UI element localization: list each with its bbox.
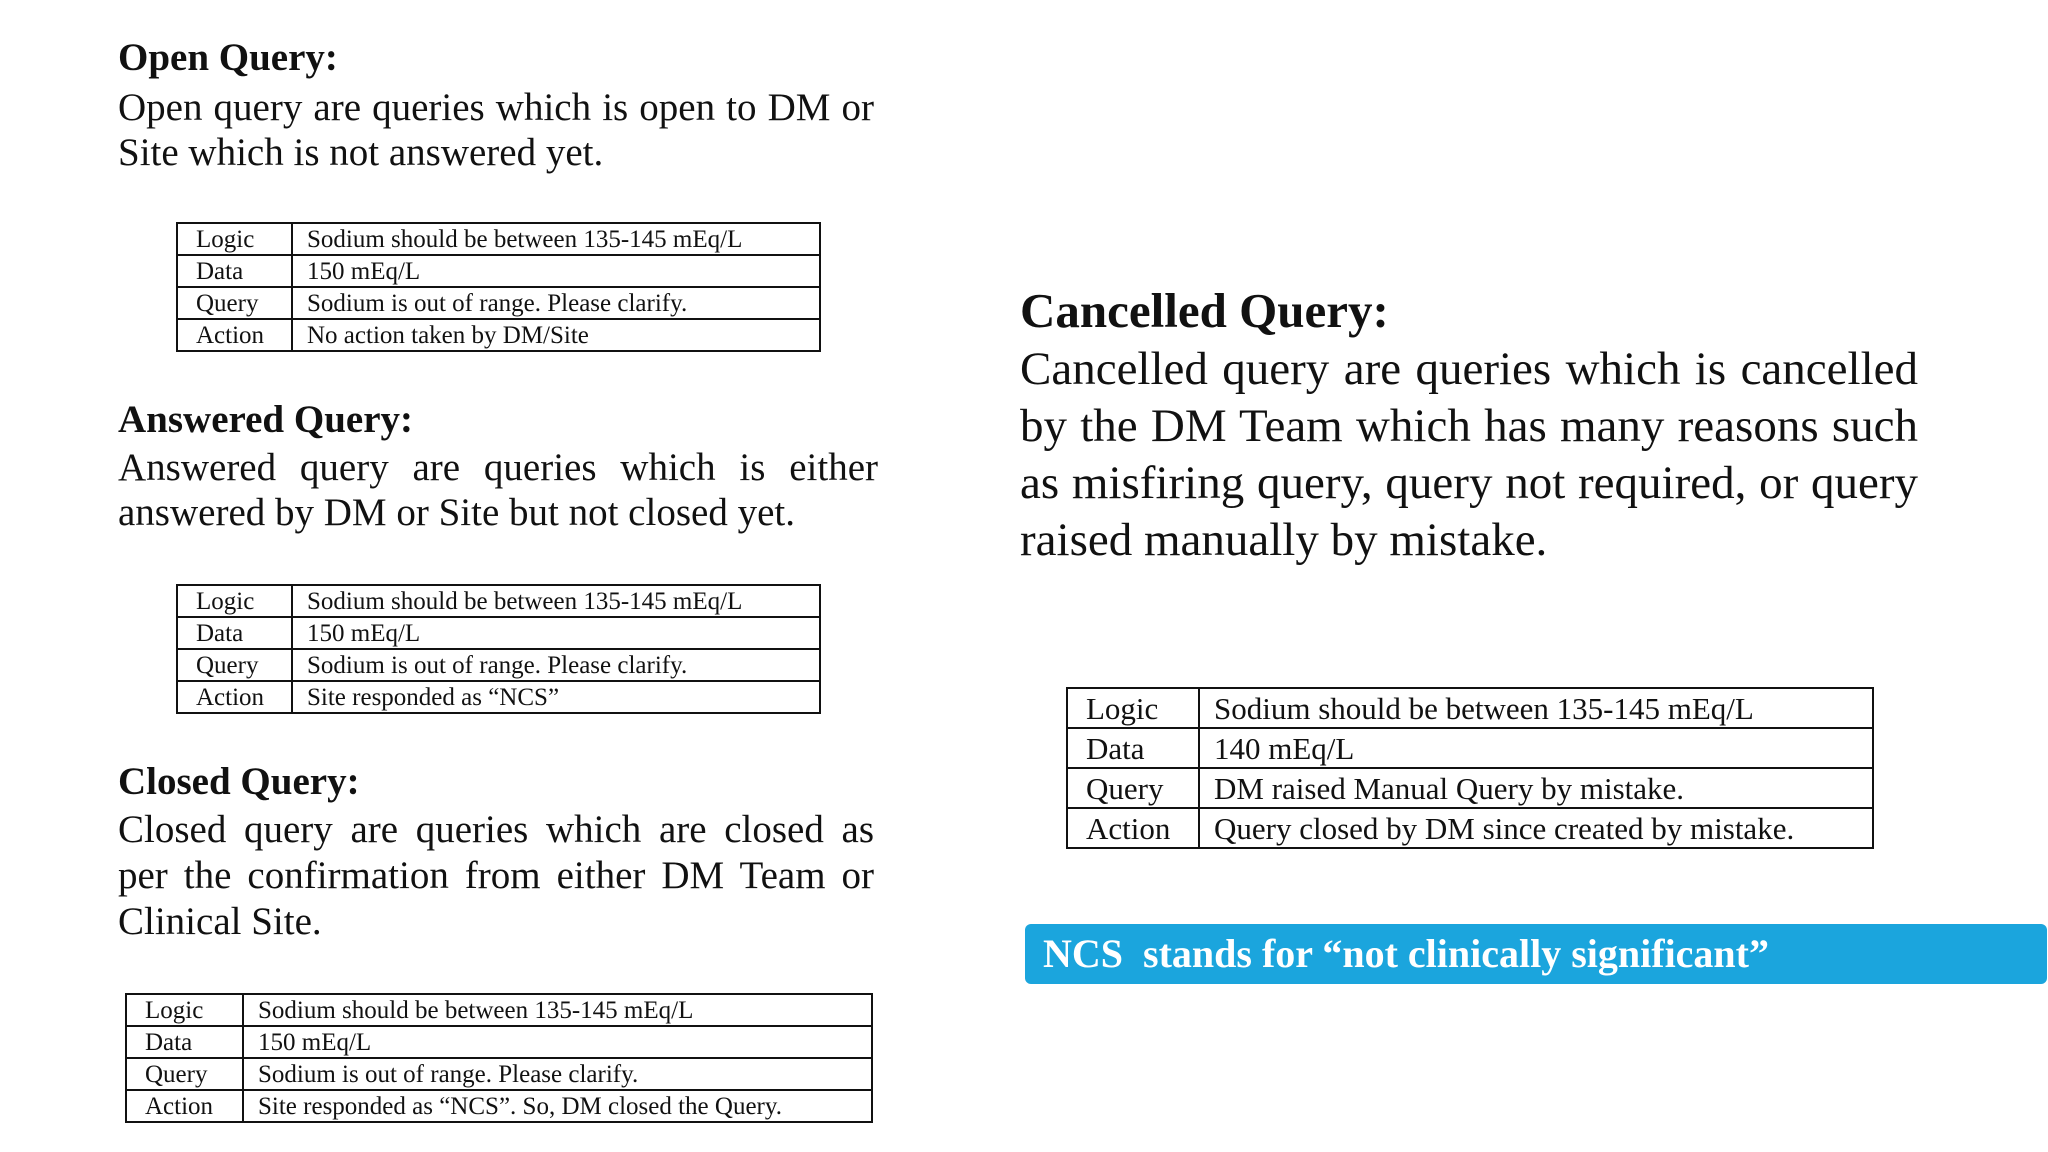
row-value: Sodium should be between 135-145 mEq/L — [243, 994, 872, 1026]
row-label: Data — [126, 1026, 243, 1058]
row-label: Query — [1067, 768, 1199, 808]
open-query-heading: Open Query: — [118, 36, 338, 79]
answered-query-heading: Answered Query: — [118, 398, 413, 441]
table-row — [1067, 688, 1873, 728]
answered-query-description: Answered query are queries which is either answered by DM or Site but not closed yet. — [118, 445, 878, 534]
row-value: Sodium should be between 135-145 mEq/L — [292, 585, 820, 617]
row-label: Action — [177, 681, 292, 713]
cancelled-query-heading: Cancelled Query: — [1020, 283, 1389, 338]
row-label: Query — [177, 649, 292, 681]
open-query-section — [118, 36, 874, 175]
row-label: Action — [1067, 808, 1199, 848]
row-value: 150 mEq/L — [292, 255, 820, 287]
row-label: Query — [126, 1058, 243, 1090]
row-value: Site responded as “NCS” — [292, 681, 820, 713]
table-row — [1067, 808, 1873, 848]
table-row — [126, 1026, 872, 1058]
ncs-note-banner: NCS stands for “not clinically significant” — [1025, 924, 2047, 984]
cancelled-query-section — [1020, 283, 1918, 569]
cancelled-query-description: Cancelled query are queries which is cancelled by the DM Team which has many reasons such as misfiring query, query not required, or query raised manually by mistake. — [1020, 343, 1918, 567]
row-value: No action taken by DM/Site — [292, 319, 820, 351]
cancelled-query-table — [1066, 687, 1874, 849]
open-query-description: Open query are queries which is open to DM or Site which is not answered yet. — [118, 85, 874, 174]
row-label: Action — [126, 1090, 243, 1122]
table-row — [1067, 768, 1873, 808]
row-value: DM raised Manual Query by mistake. — [1199, 768, 1873, 808]
table-row — [177, 585, 820, 617]
row-label: Data — [177, 255, 292, 287]
table-row — [126, 1090, 872, 1122]
row-label: Logic — [177, 585, 292, 617]
table-row — [1067, 728, 1873, 768]
row-value: Sodium is out of range. Please clarify. — [243, 1058, 872, 1090]
table-row — [177, 649, 820, 681]
table-row — [177, 255, 820, 287]
open-query-table — [176, 222, 821, 352]
table-row — [177, 319, 820, 351]
row-label: Action — [177, 319, 292, 351]
answered-query-section — [118, 398, 878, 535]
table-row — [177, 223, 820, 255]
row-label: Logic — [1067, 688, 1199, 728]
row-value: Query closed by DM since created by mistake. — [1199, 808, 1873, 848]
row-value: 150 mEq/L — [243, 1026, 872, 1058]
row-value: Sodium is out of range. Please clarify. — [292, 649, 820, 681]
row-label: Query — [177, 287, 292, 319]
table-row — [126, 1058, 872, 1090]
table-row — [177, 617, 820, 649]
closed-query-table — [125, 993, 873, 1123]
row-value: Sodium is out of range. Please clarify. — [292, 287, 820, 319]
answered-query-table — [176, 584, 821, 714]
row-value: Sodium should be between 135-145 mEq/L — [1199, 688, 1873, 728]
closed-query-heading: Closed Query: — [118, 760, 360, 803]
row-label: Data — [1067, 728, 1199, 768]
table-row — [177, 287, 820, 319]
row-value: 140 mEq/L — [1199, 728, 1873, 768]
row-value: 150 mEq/L — [292, 617, 820, 649]
closed-query-section — [118, 760, 874, 945]
row-value: Site responded as “NCS”. So, DM closed the Query. — [243, 1090, 872, 1122]
row-value: Sodium should be between 135-145 mEq/L — [292, 223, 820, 255]
table-row — [177, 681, 820, 713]
row-label: Logic — [177, 223, 292, 255]
row-label: Data — [177, 617, 292, 649]
table-row — [126, 994, 872, 1026]
row-label: Logic — [126, 994, 243, 1026]
closed-query-description: Closed query are queries which are closed as per the confirmation from either DM Team or Clinical Site. — [118, 807, 874, 943]
